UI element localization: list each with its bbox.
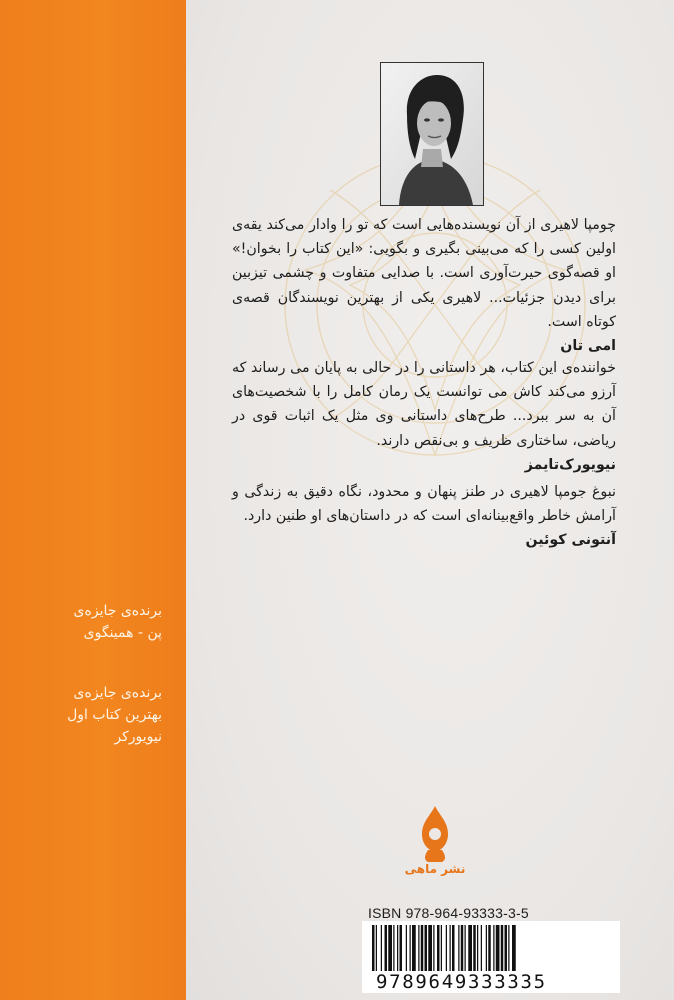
- barcode-bar: [412, 925, 416, 971]
- barcode-bar: [488, 925, 491, 971]
- barcode-bar: [486, 925, 487, 971]
- author-portrait-icon: [381, 63, 483, 205]
- award-pen-hemingway: [10, 600, 162, 644]
- barcode-bar: [421, 925, 424, 971]
- barcode-bar: [381, 925, 382, 971]
- barcode-bar: [508, 925, 509, 971]
- barcode-bar: [496, 925, 500, 971]
- blurb-credit: آنتونی کوئین: [525, 532, 616, 549]
- barcode-bar: [433, 925, 434, 971]
- barcode-bar: [418, 925, 419, 971]
- fish-logo-icon: [400, 800, 470, 890]
- award-line: نیویورکر: [114, 729, 162, 745]
- blurb-new-york-times: [232, 356, 616, 477]
- barcode-bar: [437, 925, 440, 971]
- book-spine: [0, 0, 186, 1000]
- barcode-bar: [425, 925, 428, 971]
- barcode-bar: [428, 925, 432, 971]
- barcode-bar: [461, 925, 464, 971]
- blurb-text: چومپا لاهیری از آن نویسنده‌هایی است که تو را وادار می‌کند یقه‌ی اولین کسی را که می‌بینی بگیری و بگویی: «این کتاب را بخوان!» او قصه‌گوی حیرت‌آوری است. با صدایی متفاوت و چشمی تیزبین برای دیدن جزئیات... لاهیری یکی از بهترین نویسندگان قصه‌ی کوتاه است.: [232, 217, 616, 330]
- award-line: برنده‌ی جایزه‌ی: [73, 603, 162, 619]
- blurb-text: خواننده‌ی این کتاب، هر داستانی را در حالی به پایان می رساند که آرزو می‌کند کاش می توانست یک رمان کامل را با شخصیت‌های آن به سر ببرد... طرح‌های داستانی وی مثل یک اثبات قوی در ریاضی، ساختاری ظریف و بی‌نقص دارند.: [232, 360, 616, 449]
- barcode-bar: [388, 925, 392, 971]
- barcode-bar: [400, 925, 403, 971]
- award-line: بهترین کتاب اول: [67, 707, 162, 723]
- barcode-bar: [493, 925, 494, 971]
- barcode-bar: [397, 925, 398, 971]
- barcode-bar: [501, 925, 504, 971]
- barcode-bar: [505, 925, 508, 971]
- barcode-bar: [372, 925, 375, 971]
- blurb-anthony-quinn: [232, 480, 616, 553]
- barcode: [362, 921, 620, 993]
- barcode-bar: [458, 925, 459, 971]
- barcode-bar: [385, 925, 388, 971]
- barcode-bar: [446, 925, 447, 971]
- blurb-text: نبوغ جومپا لاهیری در طنز پنهان و محدود، نگاه دقیق به زندگی و آرامش خاطر واقع‌بینانه‌ای است که در داستان‌های او طنین دارد.: [232, 484, 616, 525]
- barcode-bar: [512, 925, 516, 971]
- blurb-credit: امی تان: [560, 338, 616, 355]
- barcode-bar: [393, 925, 394, 971]
- barcode-bar: [477, 925, 478, 971]
- barcode-bar: [465, 925, 466, 971]
- barcode-bar: [481, 925, 482, 971]
- blurb-amy-tan: [232, 213, 616, 358]
- award-line: برنده‌ی جایزه‌ی: [73, 685, 162, 701]
- award-new-yorker: [10, 682, 162, 748]
- barcode-bars-icon: [362, 921, 620, 973]
- barcode-bar: [468, 925, 472, 971]
- award-line: پن - همینگوی: [83, 625, 162, 641]
- barcode-bar: [450, 925, 451, 971]
- barcode-bar: [376, 925, 377, 971]
- blurb-credit: نیویورک‌تایمز: [524, 456, 616, 473]
- isbn-label: ISBN 978-964-93333-3-5: [368, 905, 529, 921]
- barcode-bar: [410, 925, 411, 971]
- publisher-name: نشر ماهی: [404, 862, 466, 876]
- barcode-digits: 9789649333335: [376, 971, 547, 993]
- barcode-bar: [406, 925, 407, 971]
- barcode-bar: [441, 925, 442, 971]
- barcode-bar: [473, 925, 476, 971]
- author-photo: [380, 62, 484, 206]
- barcode-bar: [452, 925, 455, 971]
